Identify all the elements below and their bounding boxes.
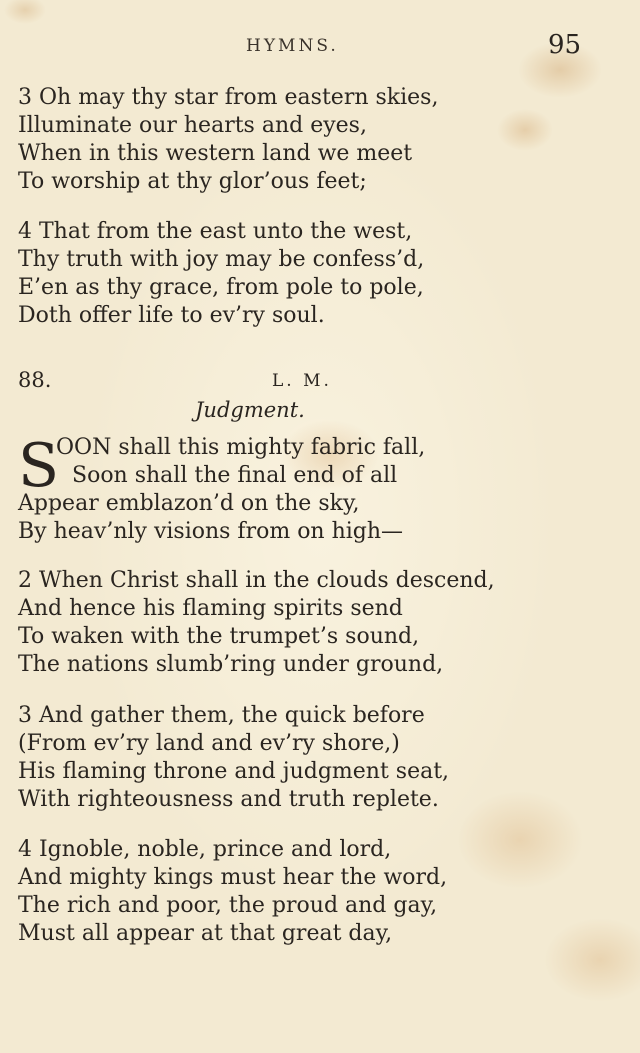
- stanza-4-previous-hymn: [18, 218, 618, 330]
- verse-line: Thy truth with joy may be confess’d,: [18, 247, 425, 272]
- verse-line: Must all appear at that great day,: [18, 921, 393, 946]
- stanza-2: [18, 567, 618, 679]
- page-header: [0, 30, 640, 64]
- page-number: 95: [548, 30, 582, 60]
- verse-line: The nations slumb’ring under ground,: [18, 652, 444, 677]
- verse-line: OON shall this mighty fabric fall,: [56, 435, 426, 460]
- verse-line: And mighty kings must hear the word,: [18, 865, 448, 890]
- verse-line: When in this western land we meet: [18, 141, 413, 166]
- verse-line: The rich and poor, the proud and gay,: [18, 893, 438, 918]
- verse-line: Illuminate our hearts and eyes,: [18, 113, 367, 138]
- verse-line: His flaming throne and judgment seat,: [18, 759, 450, 784]
- hymn-number: 88.: [18, 368, 52, 392]
- verse-line: Doth offer life to ev’ry soul.: [18, 303, 325, 328]
- hymn-title: Judgment.: [195, 398, 305, 422]
- verse-line: (From ev’ry land and ev’ry shore,): [18, 731, 400, 756]
- stanza-4: [18, 836, 618, 948]
- verse-line: 3 Oh may thy star from eastern skies,: [18, 85, 439, 110]
- verse-line: Soon shall the final end of all: [72, 463, 398, 488]
- verse-line: Appear emblazon’d on the sky,: [18, 491, 360, 516]
- verse-line: With righteousness and truth replete.: [18, 787, 439, 812]
- stanza-1: [18, 431, 618, 546]
- verse-line: To waken with the trumpet’s sound,: [18, 624, 420, 649]
- hymn-meter: L. M.: [272, 371, 332, 391]
- verse-line: 3 And gather them, the quick before: [18, 703, 425, 728]
- verse-line: E’en as thy grace, from pole to pole,: [18, 275, 424, 300]
- stanza-3-previous-hymn: [18, 84, 618, 196]
- verse-line: To worship at thy glor’ous feet;: [18, 169, 367, 194]
- running-head: HYMNS.: [246, 36, 339, 56]
- verse-line: And hence his flaming spirits send: [18, 596, 403, 621]
- stanza-3: [18, 702, 618, 814]
- drop-cap: S: [18, 431, 60, 501]
- verse-line: 4 That from the east unto the west,: [18, 219, 413, 244]
- verse-line: 2 When Christ shall in the clouds descend,: [18, 568, 495, 593]
- verse-line: 4 Ignoble, noble, prince and lord,: [18, 837, 392, 862]
- verse-line: By heav’nly visions from on high—: [18, 519, 404, 544]
